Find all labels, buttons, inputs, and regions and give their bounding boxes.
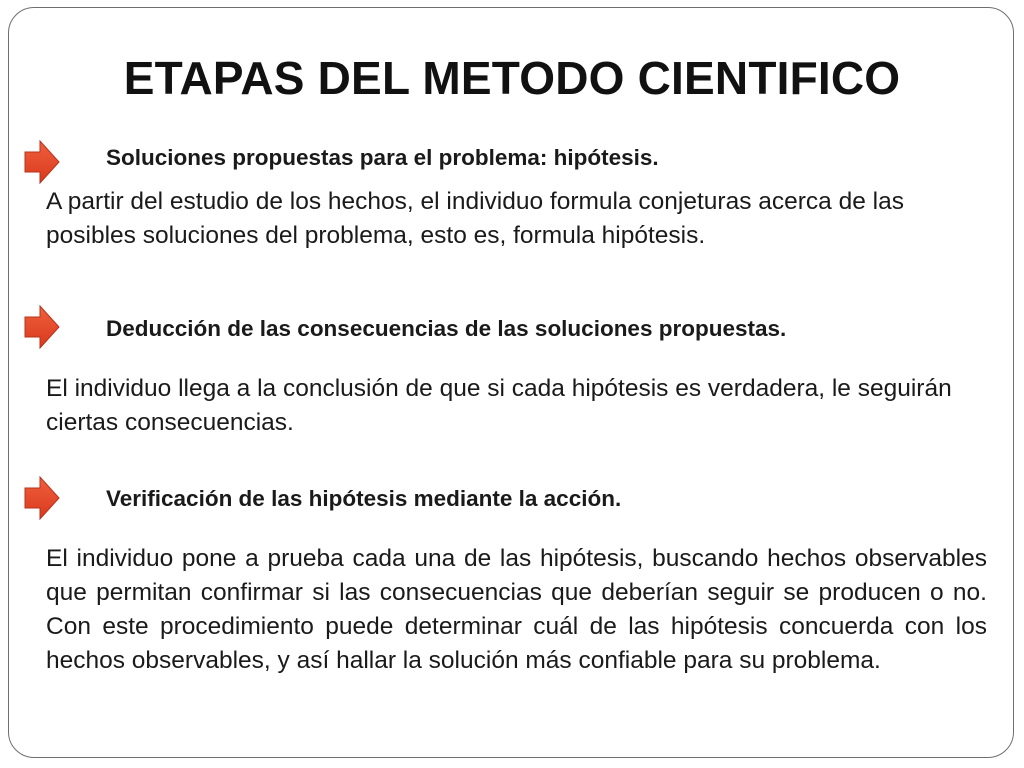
slide-title: ETAPAS DEL METODO CIENTIFICO [123,52,901,104]
arrow-right-icon [24,476,60,520]
arrow-right-icon [24,305,60,349]
section-body-deduction: El individuo llega a la conclusión de que si cada hipótesis es verdadera, le seguirán ciertas consecuencias. [46,375,952,436]
section-heading-verification: Verificación de las hipótesis mediante la acción. [106,486,622,511]
arrow-right-icon [24,140,60,184]
section-heading-deduction: Deducción de las consecuencias de las soluciones propuestas. [106,316,787,341]
section-body-verification: El individuo pone a prueba cada una de las hipótesis, buscando hechos observables que permitan confirmar si las consecuencias que deberían seguir se producen o no. Con este procedimiento puede determinar cuál de las hipótesis concuerda con los hechos observables, y así hallar la solución más confiable para su problema. [46,545,987,674]
section-heading-hypothesis: Soluciones propuestas para el problema: hipótesis. [106,145,659,170]
section-body-hypothesis: A partir del estudio de los hechos, el individuo formula conjeturas acerca de las posibles soluciones del problema, esto es, formula hipótesis. [46,188,904,249]
